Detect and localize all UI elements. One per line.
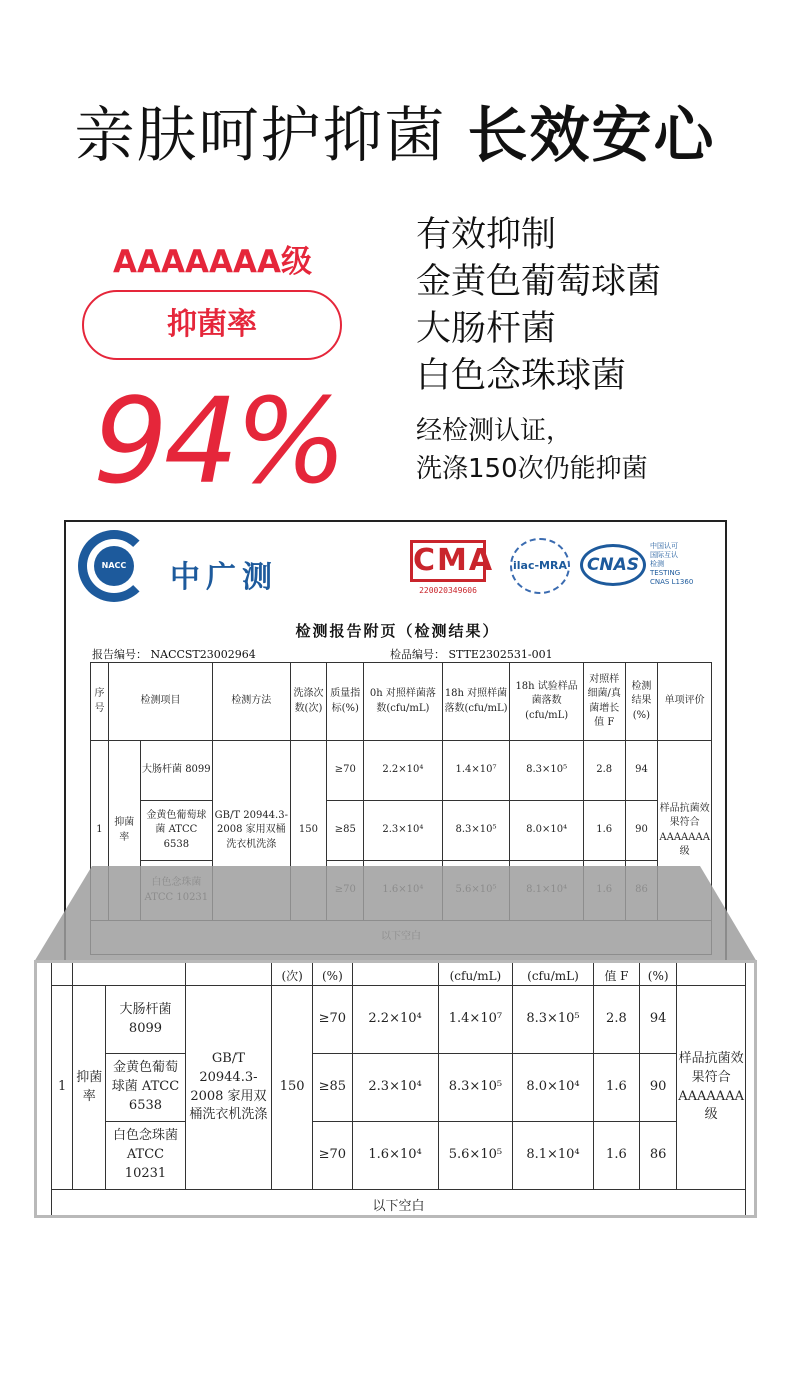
column-header: 检测项目 [108, 663, 212, 741]
table-header-row [91, 663, 712, 741]
column-header-fragment: (%) [313, 960, 352, 986]
index-cell: ≥70 [313, 986, 352, 1054]
category-cell: 抑菌率 [108, 741, 140, 921]
result-cell: 86 [640, 1122, 677, 1190]
antibacterial-rate-pill: 抑菌率 [82, 290, 342, 360]
column-header: 检测方法 [213, 663, 291, 741]
result-cell: 90 [640, 1054, 677, 1122]
table-footer-row [52, 1190, 746, 1219]
h18-control-cell: 1.4×10⁷ [442, 741, 510, 801]
h0-cell: 2.3×10⁴ [364, 801, 443, 861]
blank-note: 以下空白 [52, 1190, 746, 1219]
sample-number: 检品编号： STTE2302531-001 [390, 648, 553, 661]
item-cell: 白色念珠菌 ATCC 10231 [106, 1122, 186, 1190]
washes-cell: 150 [272, 986, 313, 1190]
cma-number: 220020349606 [419, 586, 477, 595]
growth-f-cell: 1.6 [583, 801, 625, 861]
column-header-fragment: (%) [640, 960, 677, 986]
ilac-mra-logo: ilac-MRA [510, 538, 570, 594]
result-cell: 94 [640, 986, 677, 1054]
washes-cell: 150 [290, 741, 327, 921]
headline-part2: 长效安心 [467, 101, 716, 171]
evaluation-cell: 样品抗菌效果符合AAAAAAA级 [677, 986, 746, 1190]
h0-cell: 2.2×10⁴ [352, 986, 438, 1054]
growth-f-cell: 2.8 [583, 741, 625, 801]
h0-cell: 1.6×10⁴ [352, 1122, 438, 1190]
index-cell: ≥85 [327, 801, 364, 861]
index-cell: ≥85 [313, 1054, 352, 1122]
h18-test-cell: 8.3×10⁵ [513, 986, 593, 1054]
column-header: 检测结果(%) [625, 663, 658, 741]
column-header: 单项评价 [658, 663, 712, 741]
h18-control-cell: 8.3×10⁵ [442, 801, 510, 861]
cnas-logo: CNAS [580, 544, 646, 586]
cnas-caption: 中国认可 国际互认 检测 TESTING CNAS L1360 [650, 542, 694, 586]
h0-cell: 2.3×10⁴ [352, 1054, 438, 1122]
headline-part1: 亲肤呵护抑菌 [74, 101, 447, 171]
cma-mark: CMA [410, 540, 486, 582]
h18-control-cell: 8.3×10⁵ [438, 1054, 513, 1122]
index-cell: ≥70 [313, 1122, 352, 1190]
h18-test-cell: 8.1×10⁴ [513, 1122, 593, 1190]
zoomed-table-panel [34, 960, 757, 1218]
column-header: 质量指标(%) [327, 663, 364, 741]
nacc-logo-badge: NACC [94, 546, 134, 586]
column-header-fragment: 值 F [593, 960, 639, 986]
h18-test-cell: 8.3×10⁵ [510, 741, 584, 801]
column-header: 0h 对照样菌落数(cfu/mL) [364, 663, 443, 741]
growth-f-cell: 1.6 [593, 1054, 639, 1122]
column-header-fragment: (cfu/mL) [438, 960, 513, 986]
table-row [52, 1054, 746, 1122]
growth-f-cell: 2.8 [593, 986, 639, 1054]
item-cell: 金黄色葡萄球菌 ATCC 6538 [106, 1054, 186, 1122]
feature-note: 洗涤150次仍能抑菌 [416, 454, 648, 484]
column-header: 序号 [91, 663, 109, 741]
row-number: 1 [91, 741, 109, 921]
item-cell: 大肠杆菌 8099 [106, 986, 186, 1054]
evaluation-cell: 样品抗菌效果符合AAAAAAA级 [658, 741, 712, 921]
column-header: 洗涤次数(次) [290, 663, 327, 741]
rate-percent: 94% [92, 372, 344, 510]
result-cell: 90 [625, 801, 658, 861]
column-header: 18h 对照样菌落数(cfu/mL) [442, 663, 510, 741]
column-header: 18h 试验样品菌落数(cfu/mL) [510, 663, 584, 741]
headline [0, 100, 790, 172]
h18-test-cell: 8.0×10⁴ [513, 1054, 593, 1122]
h18-control-cell: 1.4×10⁷ [438, 986, 513, 1054]
column-header-fragment: (次) [272, 960, 313, 986]
h18-control-cell: 5.6×10⁵ [438, 1122, 513, 1190]
cma-seal [402, 540, 495, 595]
table-row [52, 1122, 746, 1190]
index-cell: ≥70 [327, 741, 364, 801]
column-header: 对照样细菌/真菌增长值 F [583, 663, 625, 741]
report-number: 报告编号： NACCST23002964 [92, 648, 256, 661]
h18-test-cell: 8.0×10⁴ [510, 801, 584, 861]
table-row [91, 741, 712, 801]
feature-note: 经检测认证， [416, 416, 573, 446]
method-cell: GB/T 20944.3-2008 家用双桶洗衣机洗涤 [213, 741, 291, 921]
table-row [52, 986, 746, 1054]
result-cell: 94 [625, 741, 658, 801]
zoomed-results-table [51, 960, 746, 1218]
zoomed-header-fragment [52, 960, 746, 986]
feature-line: 金黄色葡萄球菌 [416, 262, 662, 302]
category-cell: 抑菌率 [73, 986, 106, 1190]
row-number: 1 [52, 986, 73, 1190]
feature-line: 白色念珠球菌 [416, 356, 627, 396]
growth-f-cell: 1.6 [593, 1122, 639, 1190]
table-row [91, 801, 712, 861]
column-header-fragment: (cfu/mL) [513, 960, 593, 986]
method-cell: GB/T 20944.3-2008 家用双桶洗衣机洗涤 [185, 986, 271, 1190]
lab-logo-text: 中广测 [170, 560, 278, 595]
h0-cell: 2.2×10⁴ [364, 741, 443, 801]
magnifier-shadow [34, 866, 757, 962]
report-title: 检测报告附页（检测结果） [295, 622, 500, 640]
feature-line: 有效抑制 [416, 215, 557, 255]
grade-label: AAAAAAA级 [113, 244, 312, 280]
item-cell: 金黄色葡萄球菌 ATCC 6538 [140, 801, 212, 861]
item-cell: 大肠杆菌 8099 [140, 741, 212, 801]
feature-line: 大肠杆菌 [416, 309, 557, 349]
feature-list [416, 212, 776, 488]
